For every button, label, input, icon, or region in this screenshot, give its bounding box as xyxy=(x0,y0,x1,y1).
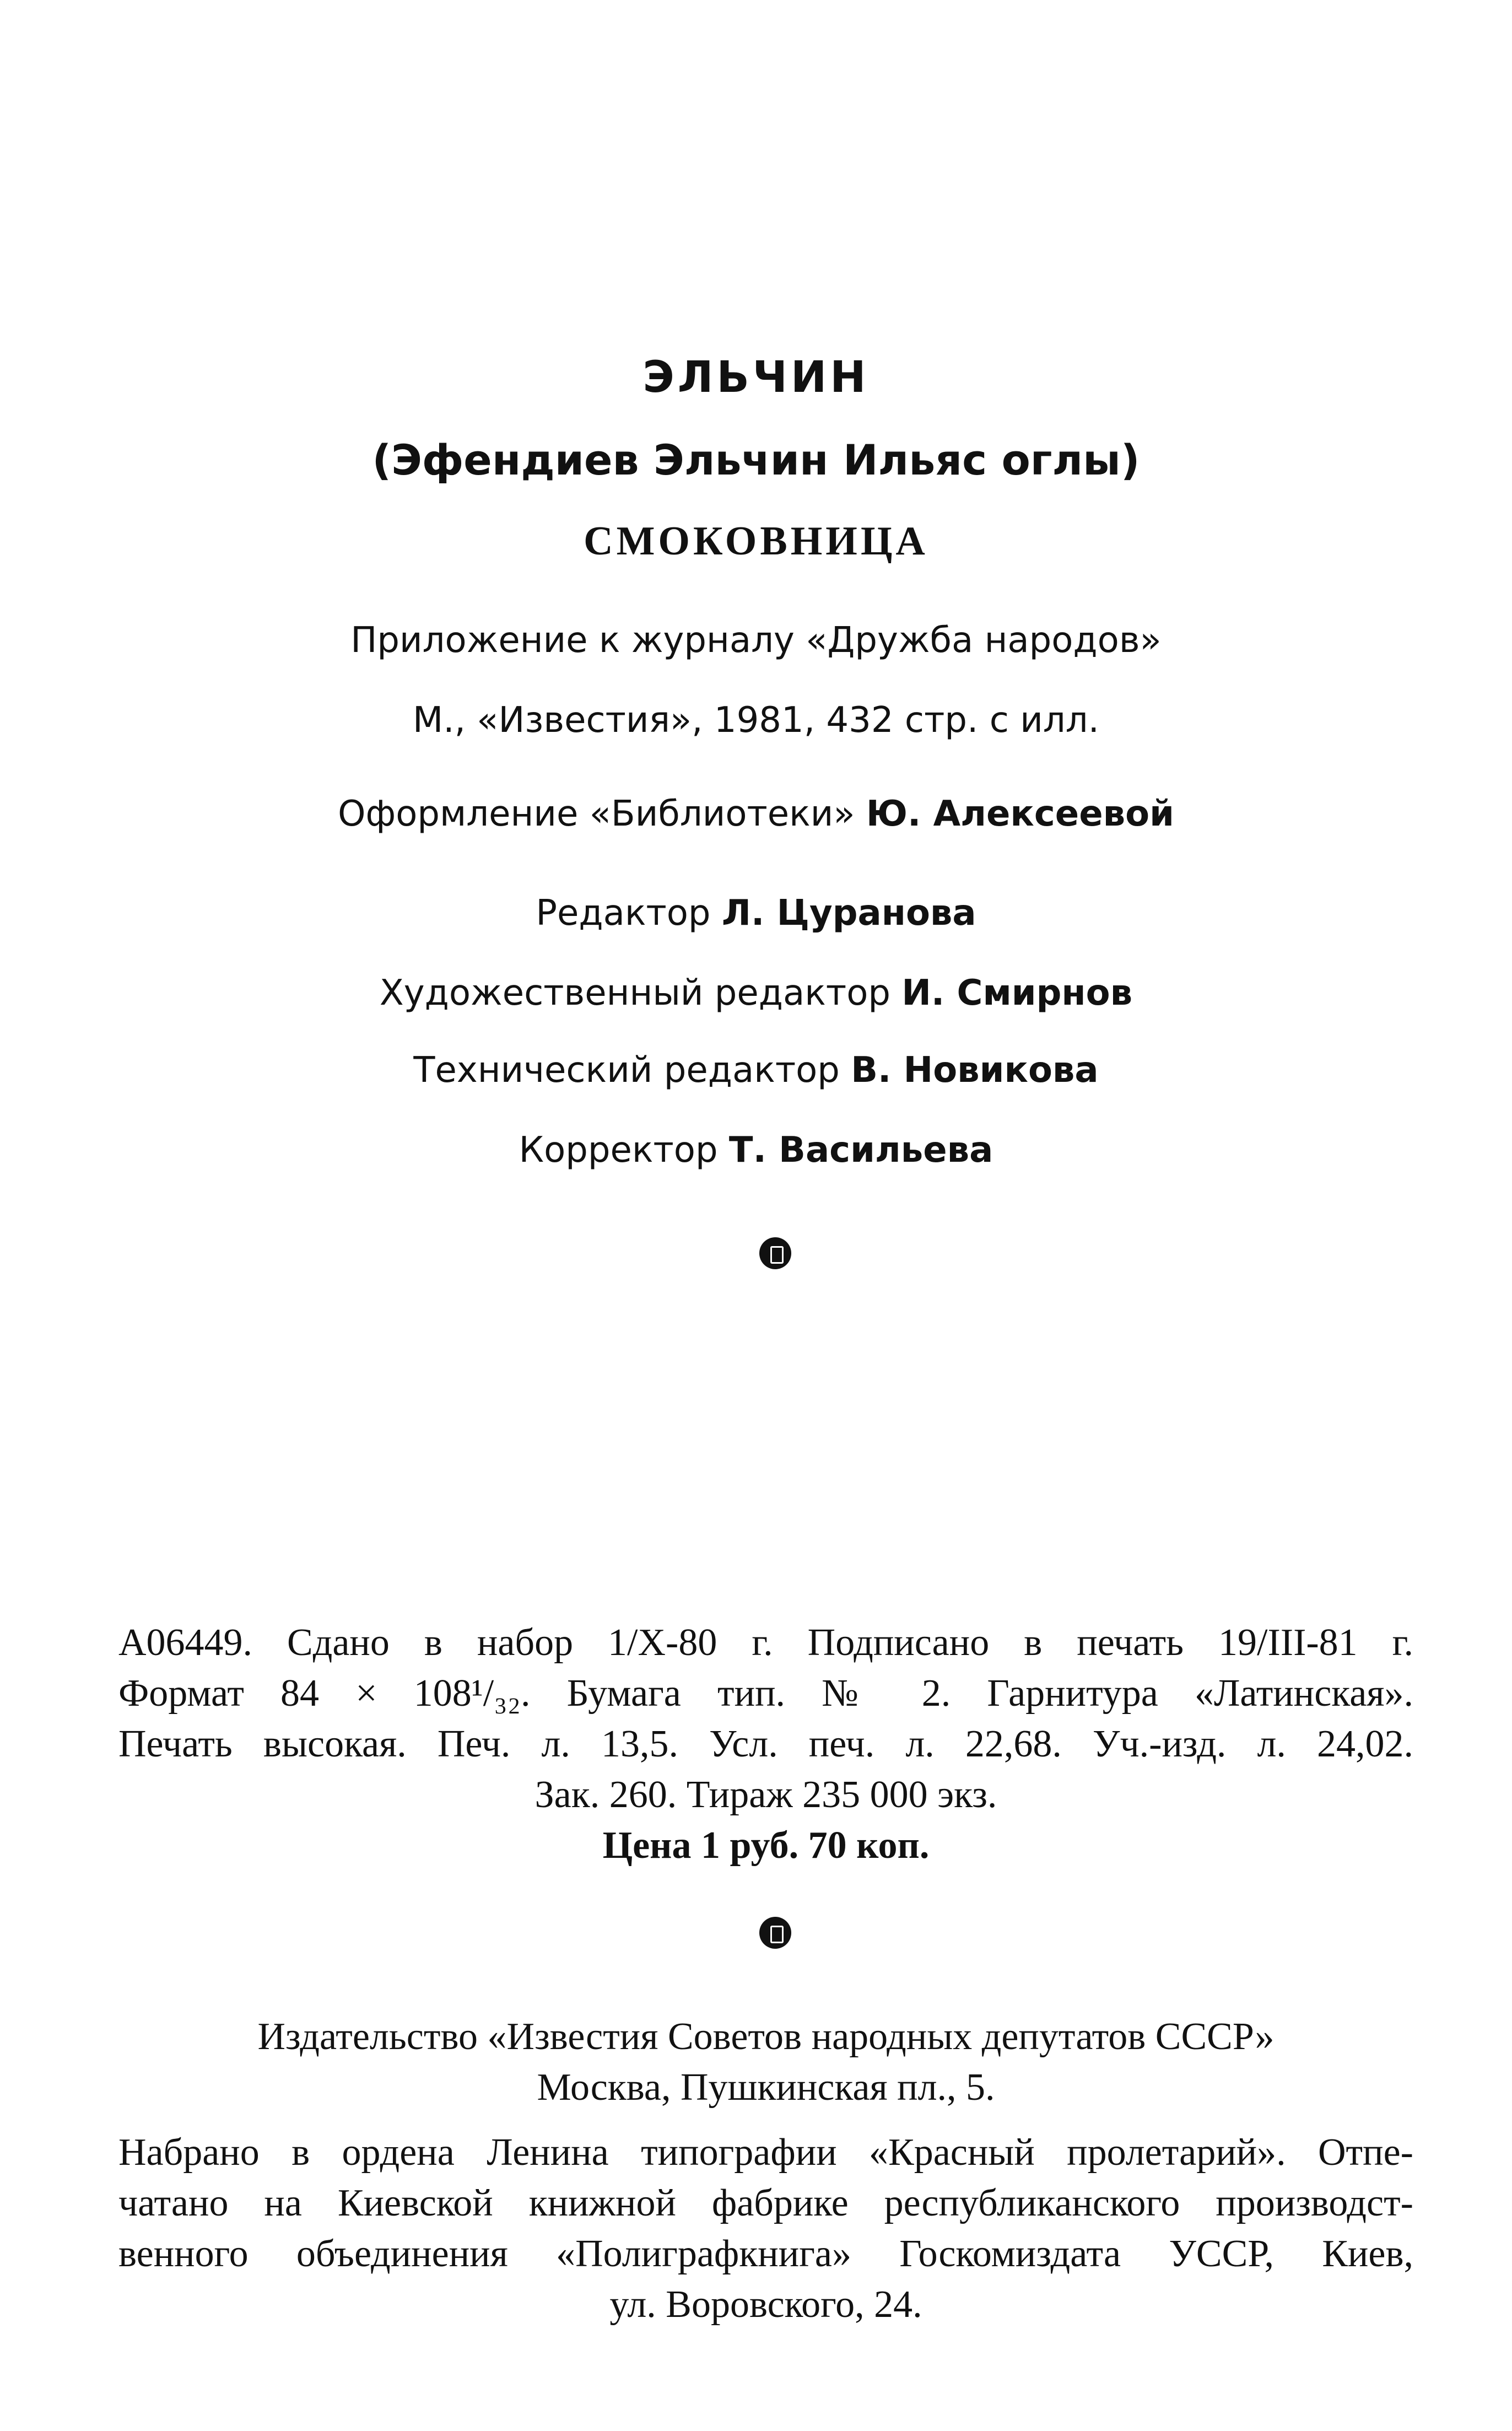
publisher-mark-icon xyxy=(759,1237,791,1269)
credit-tech-editor-name: В. Новикова xyxy=(851,1050,1099,1091)
production-details xyxy=(118,1618,1413,1871)
publisher-line: Издательство «Известия Советов народных депутатов СССР» xyxy=(257,2015,1275,2058)
printing-line: чатано на Киевской книжной фабрике республиканского производст- xyxy=(118,2182,1413,2224)
production-line: А06449. Сдано в набор 1/Х-80 г. Подписано в печать 19/III-81 г. xyxy=(118,1621,1413,1664)
price-line: Цена 1 руб. 70 коп. xyxy=(602,1824,930,1867)
printing-line: ул. Воровского, 24. xyxy=(609,2283,922,2326)
credit-proofreader xyxy=(0,1130,1512,1171)
printing-line: Набрано в ордена Ленина типографии «Красный пролетарий». Отпе- xyxy=(118,2131,1413,2174)
production-line: Печать высокая. Печ. л. 13,5. Усл. печ. л. 22,68. Уч.-изд. л. 24,02. xyxy=(118,1723,1413,1765)
author-name: ЭЛЬЧИН xyxy=(642,353,870,402)
production-line: Зак. 260. Тираж 235 000 экз. xyxy=(534,1774,997,1816)
publisher-address: Москва, Пушкинская пл., 5. xyxy=(537,2066,995,2109)
credit-tech-editor-label: Технический редактор xyxy=(413,1050,840,1091)
credit-design xyxy=(0,794,1512,834)
printing-info xyxy=(118,2127,1413,2330)
supplement-note: Приложение к журналу «Дружба народов» xyxy=(350,620,1162,661)
credit-design-name: Ю. Алексеевой xyxy=(866,794,1174,834)
imprint-line: М., «Известия», 1981, 432 стр. с илл. xyxy=(413,700,1099,741)
publisher-mark-icon xyxy=(759,1917,791,1949)
credit-editor xyxy=(0,893,1512,934)
credit-tech-editor xyxy=(0,1050,1512,1091)
credit-art-editor-name: И. Смирнов xyxy=(901,973,1133,1014)
credit-editor-label: Редактор xyxy=(536,893,711,934)
credit-proofreader-label: Корректор xyxy=(519,1130,718,1171)
credit-editor-name: Л. Цуранова xyxy=(721,893,976,934)
publisher-info xyxy=(118,2012,1413,2113)
printing-line: венного объединения «Полиграфкнига» Госкомиздата УССР, Киев, xyxy=(118,2233,1413,2275)
production-line: Формат 84 × 108¹/₃₂. Бумага тип. № 2. Гарнитура «Латинская». xyxy=(118,1672,1413,1715)
credit-art-editor-label: Художественный редактор xyxy=(379,973,890,1014)
credit-proofreader-name: Т. Васильева xyxy=(728,1130,993,1171)
credit-art-editor xyxy=(0,973,1512,1014)
credit-design-label: Оформление «Библиотеки» xyxy=(338,794,855,834)
book-title: СМОКОВНИЦА xyxy=(584,519,928,564)
author-full-name: (Эфендиев Эльчин Ильяс оглы) xyxy=(372,435,1140,484)
